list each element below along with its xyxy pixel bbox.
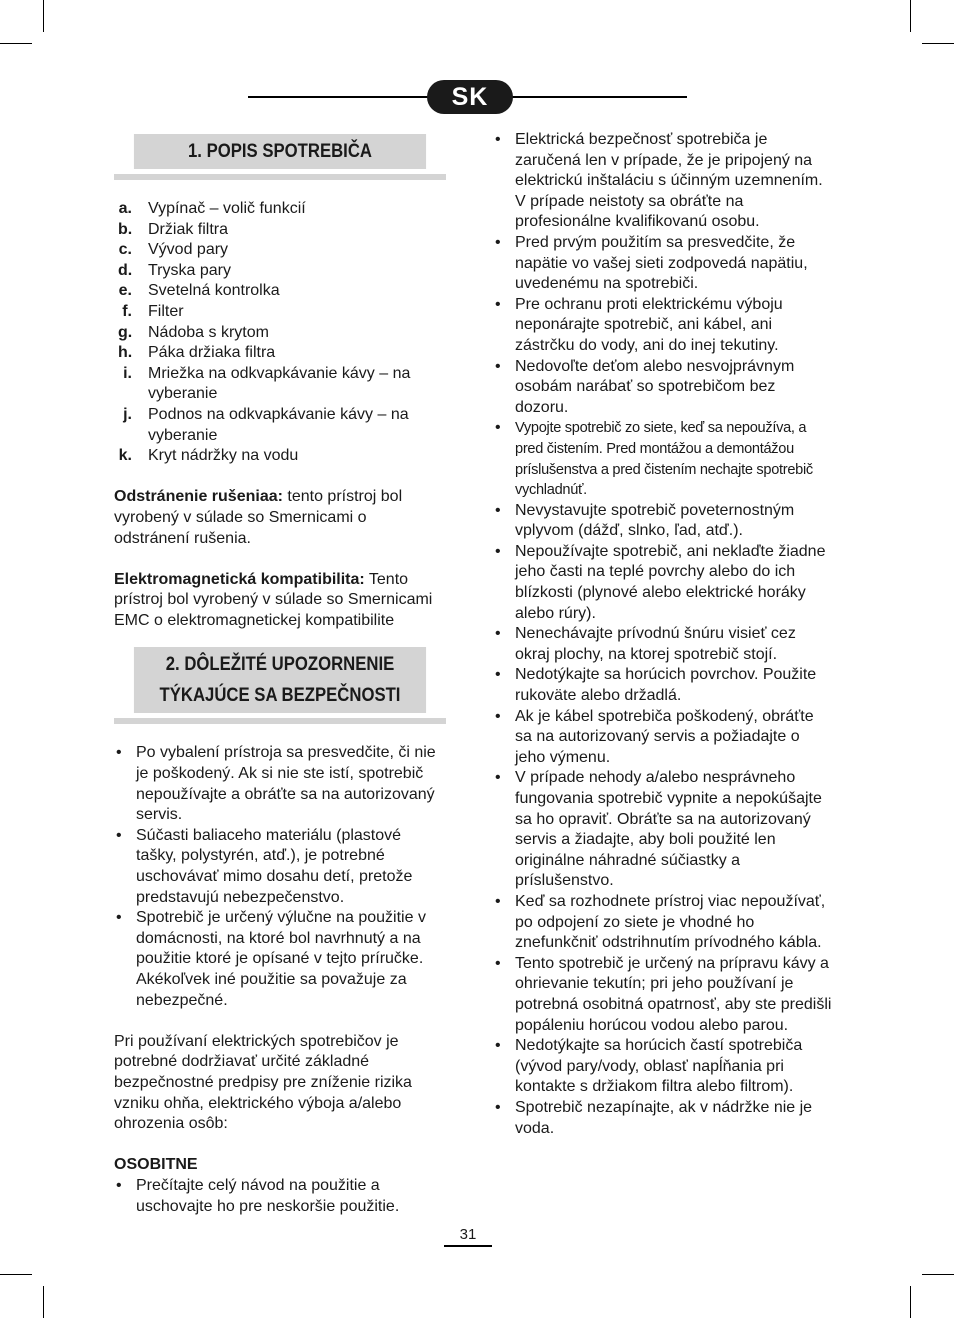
bullet-text: Prečítajte celý návod na použitie a uschovajte ho pre neskoršie použitie. [136, 1176, 400, 1215]
part-letter: i. [123, 364, 132, 382]
bullet-mark: • [495, 666, 501, 684]
safety-bullet-item [114, 908, 446, 1011]
right-bullet-item [493, 707, 833, 769]
section2-heading-line2: TÝKAJÚCE SA BEZPEČNOSTI [159, 685, 401, 707]
bullet-text: Elektrická bezpečnosť spotrebiča je zaručená len v prípade, že je pripojený na elektrickú inštaláciu s účinným uzemnením. V prípade neistoty sa obráťte na profesionálne kvalifikovanú osobu. [515, 131, 823, 231]
part-text: Nádoba s krytom [148, 323, 269, 341]
part-item [118, 220, 446, 241]
safety-bullet-list [114, 743, 446, 1011]
part-letter: a. [118, 200, 132, 217]
left-column [114, 134, 446, 1217]
part-item [118, 446, 446, 467]
right-bullet-item [493, 130, 833, 233]
part-item [118, 323, 446, 344]
section1-heading-bar [114, 174, 446, 180]
interference-paragraph [114, 487, 446, 549]
page-number-rule [444, 1245, 492, 1247]
bullet-mark: • [495, 295, 501, 313]
safety-bullet-item [114, 743, 446, 825]
part-item [118, 240, 446, 261]
part-text: Filter [148, 302, 184, 320]
bullet-text: Pred prvým použitím sa presvedčite, že napätie vo vašej sieti zodpovedá napätiu, uvedenému na spotrebiči. [515, 233, 808, 293]
bullet-text: Nepoužívajte spotrebič, ani neklaďte žiadne jeho časti na teplé povrchy alebo do ich blízkosti (plynové alebo elektrické horáky alebo rúry). [515, 542, 826, 622]
bullet-text: V prípade nehody a/alebo nesprávneho fungovania spotrebič vypnite a nepokúšajte sa ho opraviť. Obráťte sa na autorizovaný servis a žiadajte, aby boli použité len originálne náhradné súčiastky a príslušenstvo. [515, 769, 822, 890]
part-text: Tryska pary [148, 261, 231, 279]
header-rule-right [510, 96, 687, 98]
part-letter: h. [118, 344, 133, 362]
bullet-mark: • [495, 1098, 501, 1116]
part-item [118, 405, 446, 446]
parts-list [118, 199, 446, 467]
bullet-mark: • [495, 769, 501, 787]
right-bullet-item [493, 892, 833, 954]
bullet-text: Pre ochranu proti elektrickému výboju neponárajte spotrebič, ani kábel, ani zástrčku do vody, ani do inej tekutiny. [515, 295, 783, 354]
page-number: 31 [459, 1226, 477, 1243]
bullet-text: Vypojte spotrebič zo siete, keď sa nepoužíva, a pred čistením. Pred montážou a demontážou príslušenstva a pred čistením nechajte spotrebič vychladnúť. [515, 420, 813, 499]
bullet-text: Nenechávajte prívodnú šnúru visieť cez okraj plochy, na ktorej spotrebič stojí. [515, 625, 796, 663]
right-bullet-item [493, 542, 833, 624]
bullet-mark: • [495, 357, 501, 375]
safety-bullet-item [114, 826, 446, 908]
part-text: Vypínač – volič funkcií [148, 200, 306, 217]
rules-paragraph: Pri používaní elektrických spotrebičov je potrebné dodržiavať určité základné bezpečnostné predpisy pre zníženie rizika vzniku ohňa, elektrického výboja a/alebo ohrozenia osôb: [114, 1032, 412, 1133]
interference-text: tento prístroj bol vyrobený v súlade so Smernicami o odstránení rušenia. [114, 488, 403, 547]
part-letter: k. [118, 447, 132, 465]
part-item [118, 199, 446, 220]
section2-heading-line1: 2. DÔLEŽITÉ UPOZORNENIE [165, 654, 395, 676]
part-text: Svetelná kontrolka [148, 282, 280, 300]
crop-mark-tr-v [910, 0, 911, 32]
part-letter: j. [123, 405, 132, 423]
part-text: Kryt nádržky na vodu [148, 447, 299, 465]
bullet-mark: • [495, 954, 501, 972]
right-column [493, 130, 833, 1139]
emc-label: Elektromagnetická kompatibilita: [114, 570, 365, 588]
bullet-text: Keď sa rozhodnete prístroj viac nepoužívať, po odpojení zo siete je vhodné ho znefunkčniť odstrihnutím prívodného kábla. [515, 892, 826, 952]
part-item [118, 343, 446, 364]
bullet-text: Ak je kábel spotrebiča poškodený, obráťte sa na autorizovaný servis a požiadajte o jeho výmenu. [515, 707, 814, 766]
part-text: Vývod pary [148, 241, 229, 259]
right-bullet-item [493, 768, 833, 892]
bullet-mark: • [116, 826, 122, 844]
section2-heading-bar [114, 718, 446, 724]
right-bullet-item [493, 418, 833, 500]
crop-mark-tl-h [0, 43, 32, 44]
part-letter: d. [118, 261, 133, 279]
bullet-mark: • [495, 1037, 501, 1055]
language-badge: SK [427, 80, 513, 114]
crop-mark-tr-h [922, 43, 954, 44]
part-text: Mriežka na odkvapkávanie kávy – na vyberanie [148, 364, 411, 403]
osobitne-bullet-list [114, 1176, 446, 1217]
part-text: Držiak filtra [148, 220, 229, 238]
bullet-text: Nedotýkajte sa horúcich častí spotrebiča (vývod pary/vody, oblasť napĺňania pri kontakte s držiakom filtra alebo filtrom). [515, 1037, 803, 1096]
bullet-mark: • [495, 707, 501, 725]
header-rule-left [248, 96, 430, 98]
emc-text: Tento prístroj bol vyrobený v súlade so Smernicami EMC o elektromagnetickej kompatibilite [114, 570, 433, 629]
bullet-mark: • [495, 501, 501, 519]
right-bullet-item [493, 357, 833, 419]
bullet-text: Spotrebič je určený výlučne na použitie v domácnosti, na ktoré bol navrhnutý a na použitie ktoré je opísané v tejto príručke. Akékoľvek iné použitie sa považuje za nebezpečné. [136, 909, 426, 1009]
section1-heading: 1. POPIS SPOTREBIČA [134, 134, 426, 169]
right-bullet-item [493, 624, 833, 665]
bullet-mark: • [495, 233, 501, 251]
right-bullet-list [493, 130, 833, 1139]
right-bullet-item [493, 233, 833, 295]
bullet-mark: • [116, 1176, 122, 1194]
bullet-text: Súčasti baliaceho materiálu (plastové tašky, polystyrén, atď.), je potrebné uschovávať mimo dosahu detí, pretože predstavujú nebezpečenstvo. [136, 826, 413, 906]
part-item [118, 281, 446, 302]
bullet-text: Spotrebič nezapínajte, ak v nádržke nie je voda. [515, 1098, 813, 1137]
right-bullet-item [493, 501, 833, 542]
section2-heading-box [114, 647, 446, 724]
bullet-mark: • [116, 744, 122, 762]
bullet-mark: • [495, 892, 501, 910]
bullet-text: Nedotýkajte sa horúcich povrchov. Použite rukoväte alebo držadlá. [515, 666, 817, 705]
crop-mark-bl-h [0, 1274, 32, 1275]
part-item [118, 261, 446, 282]
bullet-mark: • [495, 131, 501, 148]
part-letter: g. [118, 323, 133, 341]
osobitne-subheading: OSOBITNE [114, 1156, 198, 1174]
right-bullet-item [493, 1098, 833, 1139]
bullet-text: Nedovoľte deťom alebo nesvojprávnym osobám narábať so spotrebičom bez dozoru. [515, 357, 795, 416]
bullet-mark: • [495, 625, 501, 643]
interference-label: Odstránenie rušeniaa: [114, 488, 283, 506]
right-bullet-item [493, 1036, 833, 1098]
section1-heading-box [114, 134, 446, 180]
bullet-text: Po vybalení prístroja sa presvedčite, či nie je poškodený. Ak si nie ste istí, spotrebič nepoužívajte a obráťte sa na autorizovaný servis. [136, 744, 436, 824]
part-item [118, 364, 446, 405]
section2-heading [134, 647, 426, 713]
part-text: Páka držiaka filtra [148, 344, 276, 362]
bullet-mark: • [116, 909, 122, 927]
bullet-mark: • [495, 542, 501, 560]
crop-mark-br-v [910, 1286, 911, 1318]
part-text: Podnos na odkvapkávanie kávy – na vyberanie [148, 405, 409, 444]
right-bullet-item [493, 295, 833, 357]
part-letter: f. [122, 302, 132, 320]
part-letter: c. [118, 241, 132, 259]
right-bullet-item [493, 665, 833, 706]
right-bullet-item [493, 954, 833, 1036]
crop-mark-br-h [922, 1274, 954, 1275]
bullet-text: Nevystavujte spotrebič poveternostným vplyvom (dážď, slnko, ľad, atď.). [515, 501, 795, 540]
osobitne-bullet-item [114, 1176, 446, 1217]
part-letter: e. [118, 282, 132, 300]
part-item [118, 302, 446, 323]
emc-paragraph [114, 570, 446, 632]
bullet-text: Tento spotrebič je určený na prípravu kávy a ohrievanie tekutín; pri jeho používaní je potrebná osobitná opatrnosť, aby ste predišli popáleniu horúcou vodou alebo parou. [515, 954, 832, 1034]
bullet-mark: • [495, 419, 501, 437]
part-letter: b. [118, 220, 133, 238]
crop-mark-bl-v [43, 1286, 44, 1318]
crop-mark-tl-v [43, 0, 44, 32]
